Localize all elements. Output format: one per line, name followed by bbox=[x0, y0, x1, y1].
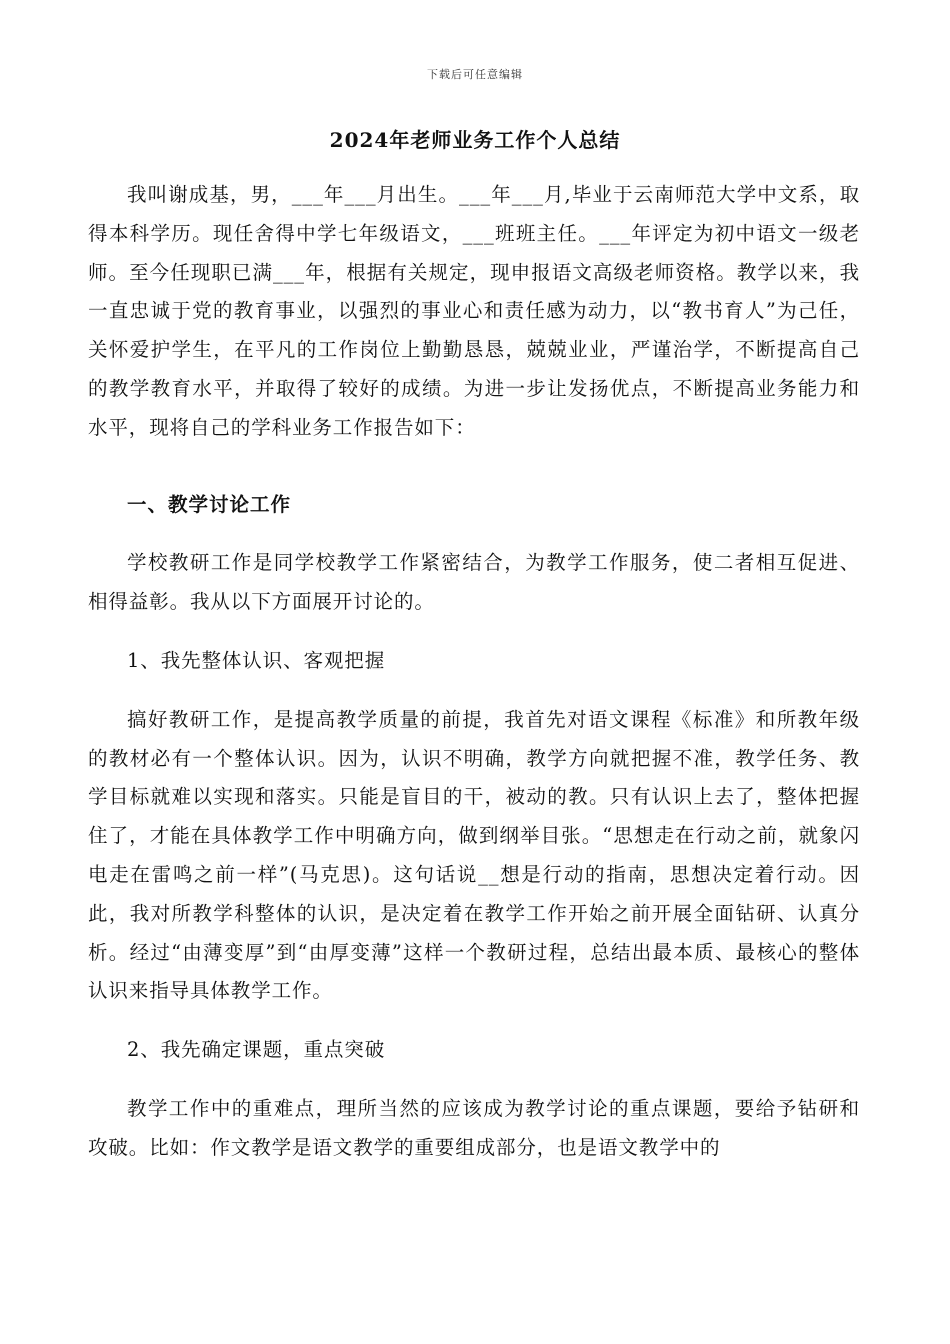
section-heading: 一、教学讨论工作 bbox=[127, 492, 292, 516]
spacer bbox=[88, 1070, 860, 1090]
header-note: 下载后可任意编辑 bbox=[427, 68, 523, 81]
spacer bbox=[88, 1011, 860, 1031]
subsection-paragraph: 搞好教研工作，是提高教学质量的前提，我首先对语文课程《标准》和所教年级的教材必有一个整体认识。因为，认识不明确，教学方向就把握不准，教学任务、教学目标就难以实现和落实。只能是盲目的干，被动的教。只有认识上去了，整体把握住了，才能在具体教学工作中明确方向，做到纲举目张。“思想走在行动之前，就象闪电走在雷鸣之前一样”(马克思)。这句话说__想是行动的指南，思想决定着行动。因此，我对所教学科整体的认识，是决定着在教学工作开始之前开展全面钻研、认真分析。经过“由薄变厚”到“由厚变薄”这样一个教研过程，总结出最本质、最核心的整体认识来指导具体教学工作。 bbox=[88, 707, 860, 1003]
document-title: 2024年老师业务工作个人总结 bbox=[329, 128, 621, 152]
spacer bbox=[88, 681, 860, 701]
subsection-heading: 1、我先整体认识、客观把握 bbox=[127, 648, 386, 672]
spacer bbox=[88, 622, 860, 642]
spacer bbox=[88, 524, 860, 544]
document-body bbox=[88, 176, 860, 1168]
intro-paragraph: 我叫谢成基，男，___年___月出生。___年___月,毕业于云南师范大学中文系，取得本科学历。现任舍得中学七年级语文，___班班主任。___年评定为初中语文一级老师。至今任现职已满___年，根据有关规定，现申报语文高级老师资格。教学以来，我一直忠诚于党的教育事业，以强烈的事业心和责任感为动力，以“教书育人”为己任，关怀爱护学生，在平凡的工作岗位上勤勤恳恳，兢兢业业，严谨治学，不断提高自己的教学教育水平，并取得了较好的成绩。为进一步让发扬优点，不断提高业务能力和水平，现将自己的学科业务工作报告如下： bbox=[88, 183, 860, 439]
subsection-heading: 2、我先确定课题，重点突破 bbox=[127, 1038, 386, 1062]
spacer bbox=[88, 448, 860, 486]
section-intro-paragraph: 学校教研工作是同学校教学工作紧密结合，为教学工作服务，使二者相互促进、相得益彰。我从以下方面展开讨论的。 bbox=[88, 551, 860, 614]
subsection-paragraph: 教学工作中的重难点，理所当然的应该成为教学讨论的重点课题，要给予钻研和攻破。比如：作文教学是语文教学的重要组成部分，也是语文教学中的 bbox=[88, 1096, 860, 1159]
